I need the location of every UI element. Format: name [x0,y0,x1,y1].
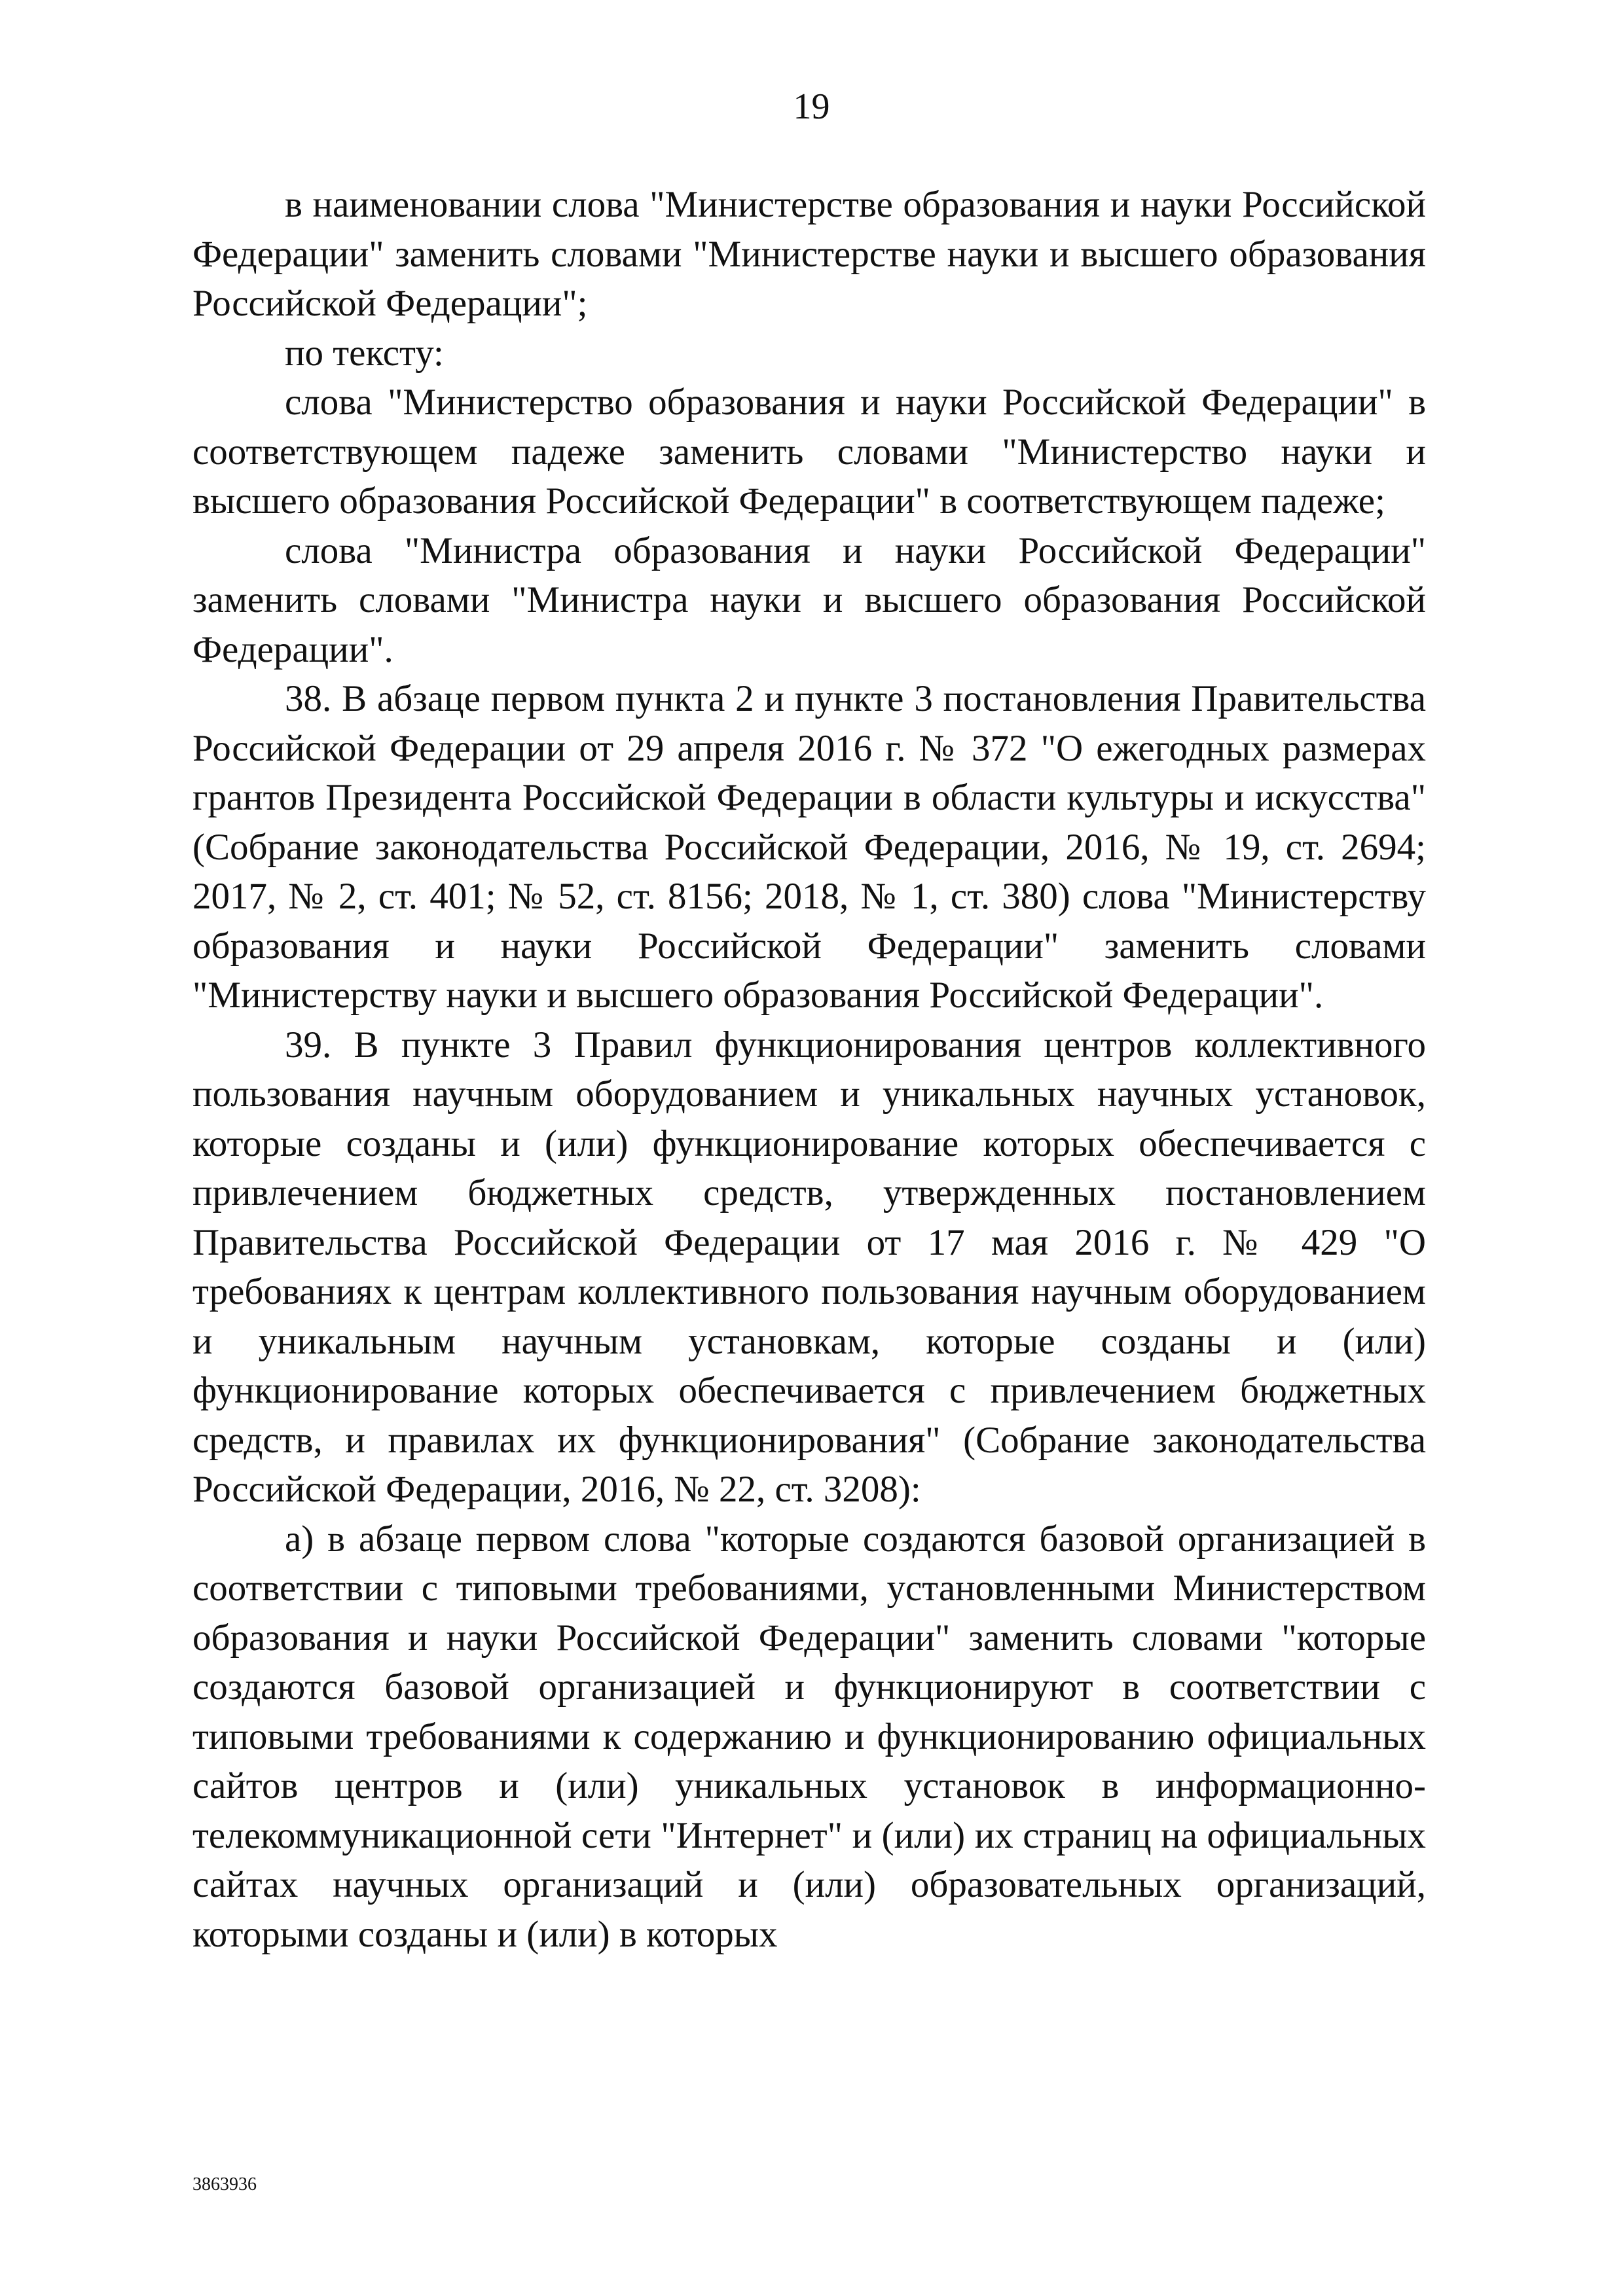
paragraph-rename-title: в наименовании слова "Министерстве образования и науки Российской Федерации" заменить словами "Министерстве науки и высшего образования Российской Федерации"; [192,184,1426,324]
paragraph-ministry-replace: слова "Министерство образования и науки Российской Федерации" в соответствующем падеже заменить словами "Министерство науки и высшего образования Российской Федерации" в соответствующем падеже; [192,382,1426,522]
paragraph-minister-replace: слова "Министра образования и науки Российской Федерации" заменить словами "Министра науки и высшего образования Российской Федерации". [192,529,1426,670]
page-number: 19 [793,86,830,127]
paragraph-item-39: 39. В пункте 3 Правил функционирования центров коллективного пользования научным оборудованием и уникальных научных установок, которые созданы и (или) функционирование которых обеспечивается с привлечением бюджетных средств, утвержденных постановлением Правительства Российской Федерации от 17 мая 2016 г. № 429 "О требованиях к центрам коллективного пользования научным оборудованием и уникальным научным установкам, которые созданы и (или) функционирование которых обеспечивается с привлечением бюджетных средств, и правилах их функционирования" (Собрание законодательства Российской Федерации, 2016, № 22, ст. 3208): [192,1024,1426,1510]
paragraph-by-text: по тексту: [285,332,444,374]
document-id: 3863936 [192,2174,257,2195]
paragraph-item-39-a: а) в абзаце первом слова "которые создаются базовой организацией в соответствии с типовыми требованиями, установленными Министерством образования и науки Российской Федерации" заменить словами "которые создаются базовой организацией и функционируют в соответствии с типовыми требованиями к содержанию и функционированию официальных сайтов центров и (или) уникальных установок в информационно-телекоммуникационной сети "Интернет" и (или) их страниц на официальных сайтах научных организаций и (или) образовательных организаций, которыми созданы и (или) в которых [192,1518,1426,1955]
document-body [192,180,1426,1959]
paragraph-item-38: 38. В абзаце первом пункта 2 и пункте 3 постановления Правительства Российской Федерации от 29 апреля 2016 г. № 372 "О ежегодных размерах грантов Президента Российской Федерации в области культуры и искусства" (Собрание законодательства Российской Федерации, 2016, № 19, ст. 2694; 2017, № 2, ст. 401; № 52, ст. 8156; 2018, № 1, ст. 380) слова "Министерству образования и науки Российской Федерации" заменить словами "Министерству науки и высшего образования Российской Федерации". [192,678,1426,1016]
